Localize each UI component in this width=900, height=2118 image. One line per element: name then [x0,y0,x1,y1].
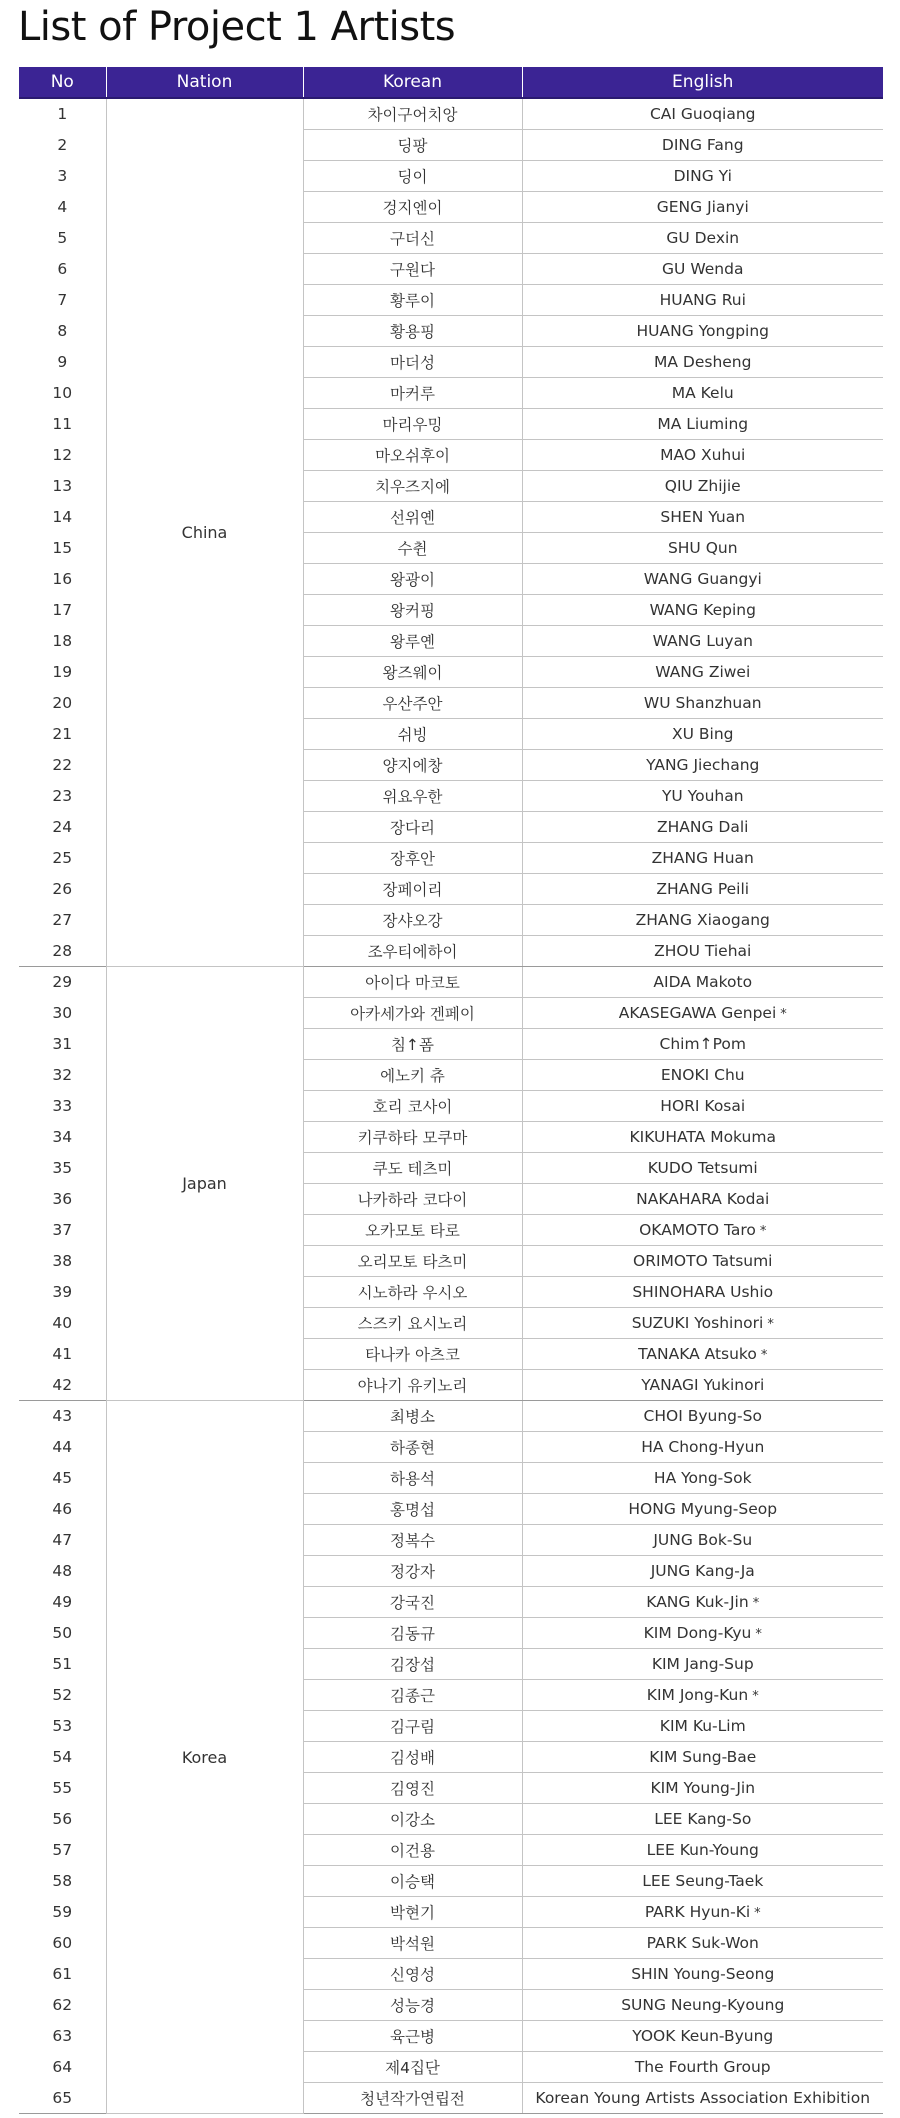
cell-english [522,223,883,254]
cell-no: 2 [57,136,68,154]
asterisk-mark: * [759,1224,767,1239]
english-name: WANG Guangyi [643,570,762,588]
cell-english [522,998,883,1029]
cell-english [522,2052,883,2083]
english-name: ZHOU Tiehai [654,942,752,960]
cell-no: 43 [52,1407,73,1426]
cell-korean: 육근병 [303,2021,522,2052]
cell-english [522,533,883,564]
english-name: KUDO Tetsumi [647,1159,758,1177]
english-name: KIM Sung-Bae [649,1748,757,1766]
cell-english [522,1618,883,1649]
cell-no: 31 [52,1035,73,1053]
english-name: ZHANG Xiaogang [635,911,770,929]
cell-no: 37 [52,1221,73,1239]
english-name: WU Shanzhuan [643,694,762,712]
cell-no: 50 [52,1624,73,1642]
cell-english [522,1339,883,1370]
cell-no: 48 [52,1562,73,1580]
cell-korean: 이승택 [303,1866,522,1897]
header-english: English [522,67,883,98]
cell-no: 36 [52,1190,73,1208]
cell-korean: 마더성 [303,347,522,378]
english-name: HUANG Rui [659,291,746,309]
english-name: YOOK Keun-Byung [632,2027,774,2045]
cell-korean: 차이구어치앙 [303,98,522,130]
table-row [19,967,883,998]
cell-korean: 치우즈지에 [303,471,522,502]
cell-no: 10 [52,384,73,402]
cell-no: 13 [52,477,73,495]
asterisk-mark: * [754,1906,761,1921]
cell-no: 4 [57,198,68,216]
english-name: KANG Kuk-Jin [646,1593,749,1611]
cell-korean: 마리우밍 [303,409,522,440]
cell-english [522,502,883,533]
cell-english [522,1494,883,1525]
cell-no: 19 [52,663,73,681]
cell-english [522,1370,883,1401]
cell-korean: 쉬빙 [303,719,522,750]
cell-korean: 에노키 츄 [303,1060,522,1091]
cell-english [522,1711,883,1742]
cell-english [522,2083,883,2114]
cell-no: 46 [52,1500,73,1518]
english-name: KIM Dong-Kyu [643,1624,752,1642]
cell-no: 55 [52,1779,73,1797]
cell-korean: 정복수 [303,1525,522,1556]
cell-english [522,1959,883,1990]
cell-english [522,1866,883,1897]
cell-english [522,843,883,874]
english-name: CHOI Byung-So [643,1407,762,1425]
artists-table [19,67,883,2114]
cell-korean: 제4집단 [303,2052,522,2083]
cell-english [522,1153,883,1184]
cell-korean: 왕광이 [303,564,522,595]
english-name: KIM Young-Jin [650,1779,756,1797]
table-row [19,98,883,130]
cell-korean: 야나기 유키노리 [303,1370,522,1401]
cell-english [522,595,883,626]
english-name: YANG Jiechang [646,756,760,774]
cell-english [522,254,883,285]
cell-english [522,1122,883,1153]
cell-english [522,1525,883,1556]
english-name: HONG Myung-Seop [628,1500,778,1518]
cell-english [522,1649,883,1680]
cell-english [522,1401,883,1432]
cell-english [522,1463,883,1494]
english-name: OKAMOTO Taro [639,1221,756,1239]
cell-english [522,378,883,409]
cell-korean: 김성배 [303,1742,522,1773]
cell-korean: 이건용 [303,1835,522,1866]
cell-english [522,1742,883,1773]
cell-no: 3 [57,167,68,185]
cell-english [522,130,883,161]
english-name: KIM Jang-Sup [651,1655,754,1673]
cell-nation: Korea [106,1401,303,2114]
english-name: KIM Jong-Kun [646,1686,749,1704]
cell-korean: 쿠도 테츠미 [303,1153,522,1184]
cell-no: 45 [52,1469,73,1487]
cell-korean: 김동규 [303,1618,522,1649]
header-nation: Nation [106,67,303,98]
cell-english [522,1556,883,1587]
cell-no: 23 [52,787,73,805]
cell-no: 25 [52,849,73,867]
cell-korean: 시노하라 우시오 [303,1277,522,1308]
cell-no: 29 [52,973,73,992]
cell-korean: 황용핑 [303,316,522,347]
english-name: SUNG Neung-Kyoung [621,1996,785,2014]
cell-korean: 신영성 [303,1959,522,1990]
cell-korean: 위요우한 [303,781,522,812]
cell-no: 59 [52,1903,73,1921]
cell-korean: 딩팡 [303,130,522,161]
english-name: GU Wenda [662,260,744,278]
cell-english [522,440,883,471]
cell-english [522,1432,883,1463]
cell-no: 34 [52,1128,73,1146]
cell-english [522,812,883,843]
cell-english [522,874,883,905]
cell-english [522,1835,883,1866]
cell-korean: 우산주안 [303,688,522,719]
cell-no: 28 [19,936,106,967]
cell-no: 38 [52,1252,73,1270]
english-name: AKASEGAWA Genpei [618,1004,777,1022]
cell-english [522,1277,883,1308]
english-name: ZHANG Peili [656,880,750,898]
english-name: LEE Kang-So [654,1810,752,1828]
cell-korean: 나카하라 코다이 [303,1184,522,1215]
cell-korean: 겅지엔이 [303,192,522,223]
cell-korean: 마오쉬후이 [303,440,522,471]
cell-no: 39 [52,1283,73,1301]
cell-korean: 하종현 [303,1432,522,1463]
cell-no: 1 [57,105,68,124]
cell-korean: 타나카 아츠코 [303,1339,522,1370]
cell-english [522,750,883,781]
english-name: YANAGI Yukinori [641,1376,765,1394]
table-row [19,1401,883,1432]
asterisk-mark: * [767,1317,774,1332]
english-name: WANG Luyan [652,632,753,650]
cell-no: 15 [52,539,73,557]
cell-english [522,285,883,316]
cell-no: 8 [57,322,68,340]
cell-no: 54 [52,1748,73,1766]
cell-english [522,347,883,378]
cell-no: 6 [57,260,68,278]
cell-english [522,1246,883,1277]
cell-no: 42 [19,1370,106,1401]
cell-english [522,316,883,347]
cell-korean: 성능경 [303,1990,522,2021]
cell-korean: 김종근 [303,1680,522,1711]
cell-korean: 장페이리 [303,874,522,905]
cell-no: 26 [52,880,73,898]
english-name: XU Bing [672,725,734,743]
cell-english [522,905,883,936]
cell-no: 32 [52,1066,73,1084]
cell-korean: 장후안 [303,843,522,874]
english-name: CAI Guoqiang [649,105,756,123]
cell-english [522,1773,883,1804]
english-name: PARK Suk-Won [646,1934,759,1952]
cell-no: 33 [52,1097,73,1115]
cell-english [522,657,883,688]
header-korean: Korean [303,67,522,98]
asterisk-mark: * [780,1007,787,1022]
english-name: GU Dexin [666,229,740,247]
cell-english [522,1308,883,1339]
asterisk-mark: * [752,1689,759,1704]
cell-korean: 아이다 마코토 [303,967,522,998]
cell-no: 12 [52,446,73,464]
english-name: Chim↑Pom [659,1035,746,1053]
cell-korean: 양지에창 [303,750,522,781]
cell-korean: 침↑폼 [303,1029,522,1060]
cell-english [522,564,883,595]
english-name: MA Kelu [671,384,734,402]
english-name: HA Yong-Sok [653,1469,752,1487]
cell-no: 64 [52,2058,73,2076]
cell-korean: 호리 코사이 [303,1091,522,1122]
cell-no: 35 [52,1159,73,1177]
cell-english [522,1990,883,2021]
english-name: HUANG Yongping [636,322,769,340]
cell-korean: 이강소 [303,1804,522,1835]
english-name: KIM Ku-Lim [659,1717,746,1735]
page-title: List of Project 1 Artists [18,4,456,50]
english-name: ZHANG Huan [651,849,754,867]
english-name: SUZUKI Yoshinori [631,1314,764,1332]
english-name: MAO Xuhui [660,446,746,464]
english-name: NAKAHARA Kodai [636,1190,770,1208]
english-name: Korean Young Artists Association Exhibition [535,2089,871,2107]
cell-english [522,409,883,440]
table-header-row [19,67,883,98]
cell-english [522,1680,883,1711]
cell-korean: 강국진 [303,1587,522,1618]
cell-no: 14 [52,508,73,526]
cell-korean: 박현기 [303,1897,522,1928]
english-name: QIU Zhijie [664,477,741,495]
cell-no: 58 [52,1872,73,1890]
cell-no: 9 [57,353,68,371]
cell-korean: 수췬 [303,533,522,564]
english-name: JUNG Kang-Ja [650,1562,755,1580]
cell-english [522,967,883,998]
cell-no: 44 [52,1438,73,1456]
cell-no: 20 [52,694,73,712]
cell-english [522,719,883,750]
english-name: HORI Kosai [660,1097,746,1115]
english-name: KIKUHATA Mokuma [629,1128,776,1146]
cell-korean: 딩이 [303,161,522,192]
cell-english [522,1091,883,1122]
cell-english [522,936,883,967]
cell-korean: 선위옌 [303,502,522,533]
cell-korean: 김구림 [303,1711,522,1742]
cell-no: 62 [52,1996,73,2014]
cell-no: 51 [52,1655,73,1673]
cell-korean: 오카모토 타로 [303,1215,522,1246]
english-name: SHEN Yuan [660,508,746,526]
cell-no: 53 [52,1717,73,1735]
english-name: ZHANG Dali [657,818,749,836]
cell-english [522,2021,883,2052]
cell-no: 63 [52,2027,73,2045]
asterisk-mark: * [752,1596,760,1611]
cell-korean: 키쿠하타 모쿠마 [303,1122,522,1153]
cell-english [522,1804,883,1835]
english-name: WANG Keping [649,601,756,619]
cell-nation: China [106,98,303,967]
cell-korean: 황루이 [303,285,522,316]
cell-korean: 정강자 [303,1556,522,1587]
table-body [19,98,883,2114]
english-name: LEE Seung-Taek [642,1872,764,1890]
english-name: ORIMOTO Tatsumi [633,1252,773,1270]
cell-korean: 마커루 [303,378,522,409]
cell-korean: 장다리 [303,812,522,843]
english-name: MA Desheng [654,353,752,371]
cell-no: 16 [52,570,73,588]
cell-korean: 김영진 [303,1773,522,1804]
english-name: YU Youhan [661,787,744,805]
cell-english [522,688,883,719]
cell-english [522,98,883,130]
english-name: DING Yi [673,167,732,185]
cell-korean: 왕커핑 [303,595,522,626]
cell-korean: 오리모토 타츠미 [303,1246,522,1277]
cell-no: 30 [52,1004,73,1022]
english-name: LEE Kun-Young [646,1841,759,1859]
cell-no: 60 [52,1934,73,1952]
cell-korean: 최병소 [303,1401,522,1432]
cell-korean: 아카세가와 겐페이 [303,998,522,1029]
cell-no: 7 [57,291,68,309]
cell-no: 56 [52,1810,73,1828]
cell-korean: 청년작가연립전 [303,2083,522,2114]
cell-korean: 홍명섭 [303,1494,522,1525]
cell-korean: 김장섭 [303,1649,522,1680]
cell-nation: Japan [106,967,303,1401]
cell-no: 40 [52,1314,73,1332]
cell-no: 49 [52,1593,73,1611]
cell-english [522,471,883,502]
cell-korean: 왕루옌 [303,626,522,657]
english-name: MA Liuming [657,415,749,433]
cell-no: 27 [52,911,73,929]
english-name: SHINOHARA Ushio [632,1283,774,1301]
cell-no: 5 [57,229,68,247]
cell-english [522,192,883,223]
cell-english [522,161,883,192]
english-name: AIDA Makoto [653,973,753,991]
cell-no: 21 [52,725,73,743]
cell-english [522,1928,883,1959]
asterisk-mark: * [760,1348,768,1363]
cell-english [522,1215,883,1246]
cell-no: 47 [52,1531,73,1549]
cell-no: 22 [52,756,73,774]
header-no: No [19,67,106,98]
cell-korean: 박석원 [303,1928,522,1959]
cell-no: 61 [52,1965,73,1983]
cell-no: 18 [52,632,73,650]
cell-no: 24 [52,818,73,836]
english-name: WANG Ziwei [655,663,751,681]
english-name: HA Chong-Hyun [641,1438,765,1456]
cell-korean: 왕즈웨이 [303,657,522,688]
cell-english [522,626,883,657]
cell-english [522,1060,883,1091]
cell-no: 17 [52,601,73,619]
cell-korean: 조우티에하이 [303,936,522,967]
cell-korean: 장샤오강 [303,905,522,936]
cell-korean: 하용석 [303,1463,522,1494]
english-name: PARK Hyun-Ki [644,1903,751,1921]
cell-english [522,1029,883,1060]
cell-korean: 구원다 [303,254,522,285]
english-name: DING Fang [661,136,744,154]
cell-no: 41 [52,1345,73,1363]
english-name: The Fourth Group [634,2058,771,2076]
cell-no: 11 [52,415,73,433]
english-name: JUNG Bok-Su [653,1531,753,1549]
english-name: SHIN Young-Seong [631,1965,775,1983]
english-name: SHU Qun [667,539,738,557]
english-name: GENG Jianyi [656,198,749,216]
english-name: TANAKA Atsuko [638,1345,757,1363]
asterisk-mark: * [755,1627,762,1642]
cell-no: 65 [19,2083,106,2114]
cell-korean: 구더신 [303,223,522,254]
cell-english [522,1184,883,1215]
cell-no: 52 [52,1686,73,1704]
cell-korean: 스즈키 요시노리 [303,1308,522,1339]
cell-no: 57 [52,1841,73,1859]
cell-english [522,1587,883,1618]
cell-english [522,1897,883,1928]
english-name: ENOKI Chu [660,1066,745,1084]
cell-english [522,781,883,812]
